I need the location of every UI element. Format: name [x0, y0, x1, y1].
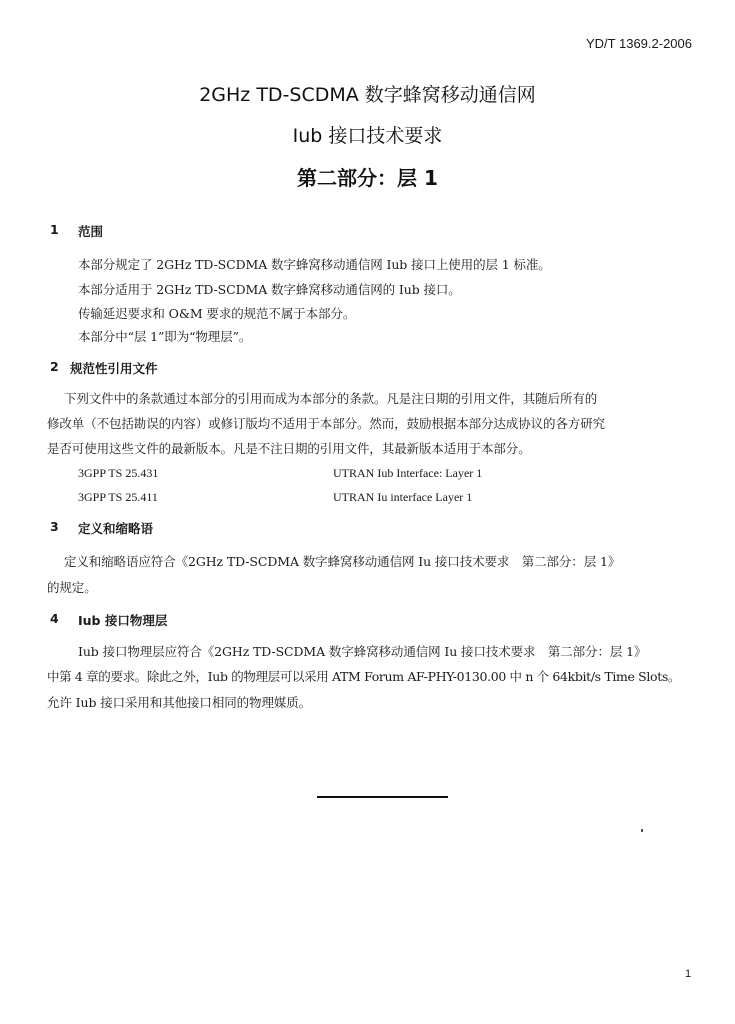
section-2-line-2: 修改单（不包括勘误的内容）或修订版均不适用于本部分。然而，鼓励根据本部分达成协议的各方研究: [47, 416, 606, 431]
section-3-line-2: 的规定。: [47, 580, 97, 595]
section-2-title: 规范性引用文件: [70, 361, 158, 376]
standard-code: YD/T 1369.2-2006: [586, 36, 692, 51]
section-2-line-3: 是否可使用这些文件的最新版本。凡是不注日期的引用文件，其最新版本适用于本部分。: [47, 441, 531, 456]
end-of-text-rule: [317, 796, 448, 798]
section-4-line-2: 中第 4 章的要求。除此之外，Iub 的物理层可以采用 ATM Forum AF-PHY-0130.00 中 n 个 64kbit/s Time Slots。: [47, 669, 681, 684]
reference-1-title: UTRAN Iub Interface: Layer 1: [333, 466, 483, 480]
section-4-title: Iub 接口物理层: [78, 613, 168, 628]
scan-mark: [641, 829, 643, 832]
section-1-paragraph-1: 本部分规定了 2GHz TD-SCDMA 数字蜂窝移动通信网 Iub 接口上使用的层 1 标准。: [78, 257, 551, 272]
section-1-paragraph-4: 本部分中“层 1”即为“物理层”。: [78, 329, 252, 344]
section-2-line-1: 下列文件中的条款通过本部分的引用而成为本部分的条款。凡是注日期的引用文件，其随后所有的: [64, 391, 598, 406]
title-line-2: Iub 接口技术要求: [292, 125, 443, 147]
reference-1-id: 3GPP TS 25.431: [78, 466, 159, 480]
page-number: 1: [685, 968, 692, 980]
title-line-1: 2GHz TD-SCDMA 数字蜂窝移动通信网: [199, 84, 536, 106]
section-3-line-1: 定义和缩略语应符合《2GHz TD-SCDMA 数字蜂窝移动通信网 Iu 接口技术要求 第二部分：层 1》: [64, 554, 621, 569]
section-4-number: 4: [50, 611, 59, 626]
section-1-number: 1: [50, 222, 59, 237]
reference-2-id: 3GPP TS 25.411: [78, 490, 158, 504]
reference-2-title: UTRAN Iu interface Layer 1: [333, 490, 473, 504]
section-4-line-3: 允许 Iub 接口采用和其他接口相同的物理媒质。: [47, 695, 312, 710]
section-4-line-1: Iub 接口物理层应符合《2GHz TD-SCDMA 数字蜂窝移动通信网 Iu 接口技术要求 第二部分：层 1》: [78, 644, 647, 659]
section-1-title: 范围: [78, 224, 104, 239]
section-1-paragraph-2: 本部分适用于 2GHz TD-SCDMA 数字蜂窝移动通信网的 Iub 接口。: [78, 282, 461, 297]
section-3-number: 3: [50, 519, 59, 534]
section-2-number: 2: [50, 359, 59, 374]
title-line-3: 第二部分：层 1: [297, 166, 438, 190]
section-3-title: 定义和缩略语: [78, 521, 154, 536]
section-1-paragraph-3: 传输延迟要求和 O&M 要求的规范不属于本部分。: [78, 306, 356, 321]
